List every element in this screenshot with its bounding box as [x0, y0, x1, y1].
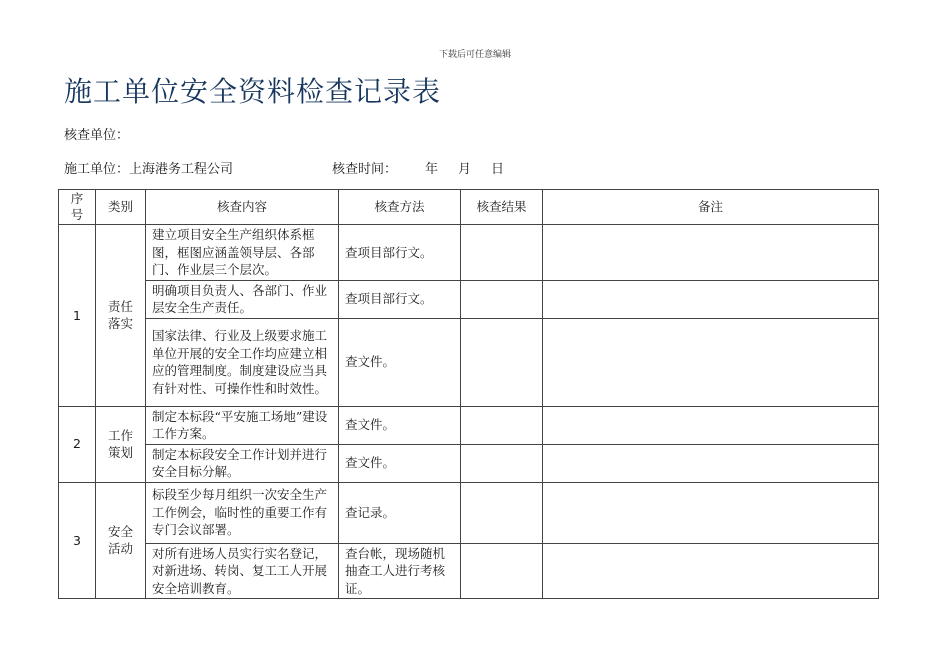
- table-row: [59, 280, 879, 318]
- header-note: 下载后可任意编辑: [438, 50, 511, 60]
- check-method: 查文件。: [339, 444, 461, 482]
- check-result-cell[interactable]: [461, 318, 543, 406]
- table-row: [59, 225, 879, 281]
- header-remark: 备注: [543, 190, 879, 225]
- date-year: 年: [425, 162, 439, 177]
- remark-cell[interactable]: [543, 543, 879, 599]
- check-method: 查项目部行文。: [339, 280, 461, 318]
- remark-cell[interactable]: [543, 280, 879, 318]
- check-method: 查记录。: [339, 482, 461, 543]
- group-category: 工作策划: [96, 406, 146, 482]
- check-time: [332, 158, 504, 177]
- check-method: 查项目部行文。: [339, 225, 461, 281]
- group-category: 责任落实: [96, 225, 146, 407]
- header-seq: 序号: [59, 190, 96, 225]
- remark-cell[interactable]: [543, 482, 879, 543]
- check-result-cell[interactable]: [461, 543, 543, 599]
- remark-cell[interactable]: [543, 444, 879, 482]
- header-category: 类别: [96, 190, 146, 225]
- remark-cell[interactable]: [543, 225, 879, 281]
- group-seq: 3: [59, 482, 96, 599]
- check-time-label: 核查时间：: [332, 162, 398, 177]
- check-content: 标段至少每月组织一次安全生产工作例会，临时性的重要工作有专门会议部署。: [146, 482, 339, 543]
- remark-cell[interactable]: [543, 406, 879, 444]
- document-title: 施工单位安全资料检查记录表: [64, 75, 442, 108]
- group-seq: 1: [59, 225, 96, 407]
- inspection-table: [58, 189, 879, 599]
- table-row: [59, 444, 879, 482]
- header-result: 核查结果: [461, 190, 543, 225]
- group-seq: 2: [59, 406, 96, 482]
- check-content: 制定本标段“平安施工场地”建设工作方案。: [146, 406, 339, 444]
- check-method: 查台帐，现场随机抽查工人进行考核证。: [339, 543, 461, 599]
- table-header-row: [59, 190, 879, 225]
- check-content: 对所有进场人员实行实名登记，对新进场、转岗、复工工人开展安全培训教育。: [146, 543, 339, 599]
- check-content: 明确项目负责人、各部门、作业层安全生产责任。: [146, 280, 339, 318]
- header-content: 核查内容: [146, 190, 339, 225]
- check-method: 查文件。: [339, 406, 461, 444]
- date-month: 月: [458, 162, 472, 177]
- check-result-cell[interactable]: [461, 280, 543, 318]
- check-result-cell[interactable]: [461, 225, 543, 281]
- check-content: 制定本标段安全工作计划并进行安全目标分解。: [146, 444, 339, 482]
- check-content: 建立项目安全生产组织体系框图，框图应涵盖领导层、各部门、作业层三个层次。: [146, 225, 339, 281]
- check-content: 国家法律、行业及上级要求施工单位开展的安全工作均应建立相应的管理制度。制度建设应当具有针对性、可操作性和时效性。: [146, 318, 339, 406]
- check-result-cell[interactable]: [461, 406, 543, 444]
- table-row: [59, 482, 879, 543]
- check-result-cell[interactable]: [461, 444, 543, 482]
- table-row: [59, 406, 879, 444]
- construction-unit: 施工单位：上海港务工程公司: [64, 162, 234, 177]
- group-category: 安全活动: [96, 482, 146, 599]
- remark-cell[interactable]: [543, 318, 879, 406]
- check-method: 查文件。: [339, 318, 461, 406]
- header-method: 核查方法: [339, 190, 461, 225]
- check-result-cell[interactable]: [461, 482, 543, 543]
- table-row: [59, 318, 879, 406]
- info-line: [64, 158, 505, 177]
- date-day: 日: [491, 162, 505, 177]
- check-unit-label: 核查单位：: [64, 128, 130, 143]
- table-row: [59, 543, 879, 599]
